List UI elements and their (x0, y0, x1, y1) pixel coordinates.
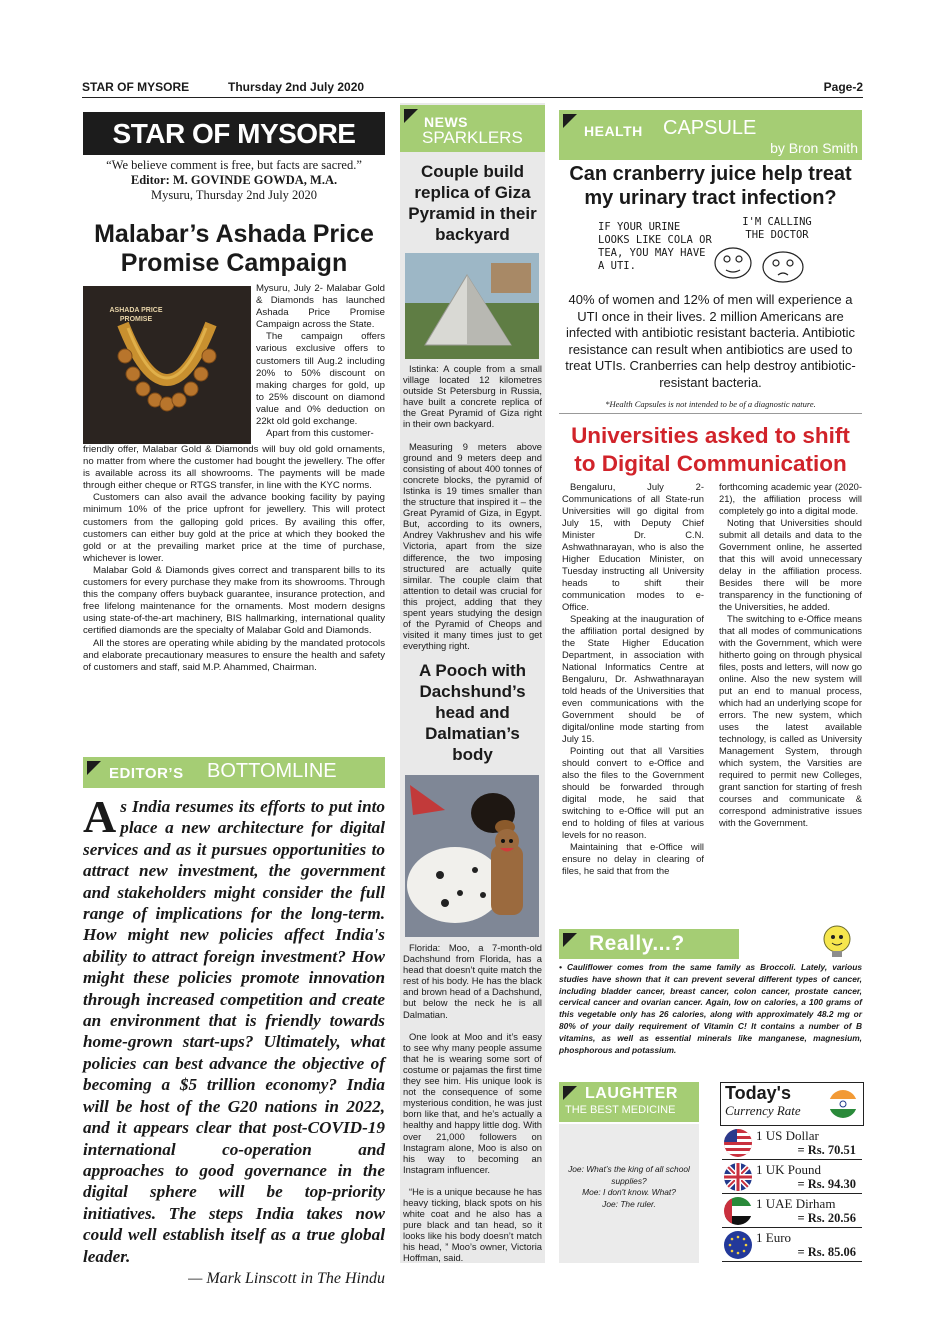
cartoon-speech-left: IF YOUR URINE LOOKS LIKE COLA OR TEA, YOU MAY HAVE A UTI. (598, 221, 712, 272)
uk-flag-icon (724, 1163, 752, 1191)
rate-value: = Rs. 20.56 (797, 1211, 856, 1225)
sparkler-story-pyramid (403, 161, 542, 651)
universities-paragraph: The switching to e-Office means that all modes of communications with the Government, which were hitherto going on through physical files, posts and letters, will now go online. Also the new system will put an end to manual process, which had an underlying scope for errors. The new system, which uses the latest available technology, is called as University Management System, through which system, the Varsities are required to permit new Colleges, grant sanction for starting of fresh courses and communicate & correspond administrative issues with the Government. (719, 613, 862, 828)
health-capsule-title: Can cranberry juice help treat my urinary tract infection? (569, 163, 852, 209)
really-label: Really...? (589, 932, 685, 955)
header-corner-mark (563, 114, 577, 128)
joke-line: Joe: What’s the king of all school supplies? (568, 1164, 690, 1186)
malabar-intro: Mysuru, July 2- Malabar Gold & Diamonds has launched Ashada Price Promise Campaign across the State. (256, 283, 385, 331)
pyramid-paragraph: Measuring 9 meters above ground and 9 meters deep and consisting of about 400 tonnes of concrete blocks, the pyramid of Istinka is 19 times smaller than the structure that inspired it – the Great Pyramid of Giza, in Egypt. But, according to its owners, Andrey Vakhrushev and his wife Victoria, apart from the size difference, the two imposing structured are actually quite similar. The couple claim that attention to detail was crucial for this project, adding that they spent years studying the design of the Pyramid of Cheops and visited it many times just to get everything right. (403, 440, 542, 652)
universities-paragraph: Speaking at the inauguration of the affiliation portal designed by the State Higher Education Department, in association with National Informatics Centre at Bengaluru, Dr. Ashwathnarayan told heads of the Universities that even communications with the Government should be of digital/online mode starting from July 15. (562, 613, 704, 744)
header-date: Thursday 2nd July 2020 (228, 80, 365, 94)
section-rule (559, 413, 862, 414)
cartoon-figures (598, 213, 838, 287)
eu-flag-icon (724, 1231, 752, 1259)
editor-line: Editor: M. GOVINDE GOWDA, M.A. (130, 173, 338, 187)
universities-column-1 (562, 481, 704, 877)
header-corner-mark (87, 761, 101, 775)
pooch-paragraph: One look at Moo and it’s easy to see why many people assume that he is wearing some sort of costume or pajamas the first time they see him. His unique look is not the consequence of some mysterious condition, he was just born like that, and he’s actually a healthy and happy little dog. With over 21,000 followers on Instagram alone, Moo is also on his way to becoming an Instagram influencer. (403, 1030, 542, 1175)
health-capsule-text: 40% of women and 12% of men will experience a UTI once in their lives. 2 million Americans are infected with antibiotic resistant bacteria. Antibiotic resistance can result when antibiotics are used to treat UTIs. Cranberries can help destroy antibiotic-resistant bacteria. (565, 292, 856, 390)
uae-flag-icon (724, 1197, 752, 1225)
laughter-header (559, 1082, 699, 1122)
universities-headline: Universities asked to shift to Digital Communication (571, 423, 850, 476)
jewellery-image (83, 286, 251, 444)
pyramid-graphic (405, 253, 539, 359)
editorial-body: s India resumes its efforts to put into place a new architecture for digital services and as it pursues opportunities to attract new investment, the government and stakeholders might consider the full range of implications for the long-term. How might new policies affect India's ability to attract foreign investment? How might these policies promote innovation through increased competition and create an environment that is friendly towards home-grown start-ups? Ultimately, what policies can best advance the objective of becoming a $5 trillion economy? India will be host of the G20 nations in 2022, and it appears clear that post-COVID-19 international co-operation and approaches to good governance in the digital sphere will be top-priority initiatives. The steps India takes now could well establish itself as a true global leader. (83, 797, 385, 1266)
malabar-headline: Malabar’s Ashada Price Promise Campaign (94, 220, 374, 277)
malabar-paragraph: Customers can also avail the advance booking facility by paying minimum 10% of the price upfront for jewellery. This will protect customers from the galloping gold prices. By availing this offer, customers can either buy gold at the price at which they booked the gold or at the prevailing market price at the time of purchase, whichever is lower. (83, 492, 385, 564)
pyramid-paragraph: Istinka: A couple from a small village located 12 kilometres outside St Petersburg in Russia, have built a concrete replica of the Great Pyramid of Giza right in their own backyard. (403, 363, 542, 430)
editorial-text (83, 791, 385, 1289)
health-label: HEALTH (584, 123, 643, 139)
health-disclaimer: *Health Capsules is not intended to be of a diagnostic nature. (605, 399, 816, 409)
universities-column-2 (719, 481, 862, 829)
rate-name: 1 UK Pound (756, 1162, 822, 1177)
rate-row-usd (722, 1127, 862, 1160)
malabar-paragraph: The campaign offers various exclusive offers to customers till Aug.2 including 20% to 50% discount on making charges for gold, up to 25% discount on diamond value and 0% deduction on 22kt old gold exchange. (256, 331, 385, 428)
pyramid-photo (405, 253, 539, 359)
header-corner-mark (563, 1086, 577, 1100)
header-corner-mark (563, 933, 577, 947)
laughter-label: LAUGHTER (585, 1085, 678, 1102)
rate-row-gbp (722, 1161, 862, 1194)
sparkler-story-pooch (403, 660, 542, 1264)
rate-value: = Rs. 70.51 (797, 1143, 856, 1157)
health-capsule-header (559, 110, 862, 160)
currency-panel (720, 1082, 864, 1126)
pyramid-title: Couple build replica of Giza Pyramid in their backyard (408, 162, 537, 244)
motto: “We believe comment is free, but facts are sacred.” (106, 158, 362, 172)
india-flag-icon (828, 1089, 858, 1119)
rate-name: 1 UAE Dirham (756, 1196, 836, 1211)
pooch-paragraph: “He is a unique because he has heavy ticking, black spots on his white coat and he also has a pure black and tan head, so it looks like his body doesn’t match his head, ” Moo’s owner, Victoria Hoffman, said. (403, 1185, 542, 1264)
currency-subtitle: Currency Rate (725, 1103, 801, 1118)
sparklers-label: SPARKLERS (422, 128, 523, 147)
dog-photo (405, 775, 539, 937)
really-text-block (559, 962, 862, 1056)
necklace-graphic (83, 286, 251, 444)
dog-graphic (405, 775, 539, 937)
us-flag-icon (724, 1129, 752, 1157)
joke-line: Joe: The ruler. (602, 1198, 656, 1209)
malabar-paragraph: friendly offer, Malabar Gold & Diamonds will buy old gold ornaments, no matter from where the customer had bought the jewellery. The offer is available across its all showrooms. The payments will be made through either cheque or RTGS transfer, in line with the KYC norms. (83, 444, 385, 492)
universities-paragraph: Pointing out that all Varsities should convert to e-Office and also the files to the Government should be forwarded through digital mode, he said that switching to e-Office will put an end to holding of files at various levels for no reason. (562, 745, 704, 840)
universities-paragraph: forthcoming academic year (2020-21), the affiliation process will completely go into a digital mode. (719, 481, 862, 516)
editorial-attribution: — Mark Linscott in The Hindu (188, 1269, 385, 1287)
really-fact (559, 962, 862, 1056)
currency-title: Today's (725, 1083, 791, 1103)
laughter-box (559, 1124, 699, 1263)
masthead-dateline: Mysuru, Thursday 2nd July 2020 (150, 188, 318, 202)
pooch-title: A Pooch with Dachshund’s head and Dalmatian’s body (418, 661, 527, 764)
drop-cap: A (83, 791, 117, 842)
header-page-number: Page-2 (823, 80, 863, 94)
news-label: NEWS (424, 114, 468, 130)
universities-paragraph: Maintaining that e-Office will ensure no delay in clearing of files, he said that from the (562, 841, 704, 876)
jewellery-image-caption: ASHADA PRICE PROMISE (109, 307, 163, 323)
capsule-label: CAPSULE (663, 117, 757, 139)
malabar-paragraph: Malabar Gold & Diamonds gives correct and transparent bills to its customers for every purchase they make from its showrooms. Through this the company offers buyback guarantee, insurance protection, and free lifelong maintenance for the ornaments. Most modern designs using state-of-the-art machinery, BIS hallmarking, international quality certified diamonds are the specialty of Malabar Gold and Diamonds. (83, 564, 385, 637)
rate-value: = Rs. 85.06 (797, 1245, 856, 1259)
joke-line: Moe: I don't know. What? (582, 1187, 676, 1197)
rate-name: 1 US Dollar (756, 1128, 819, 1143)
editors-label: EDITOR’S (109, 765, 184, 782)
pooch-paragraph: Florida: Moo, a 7-month-old Dachshund from Florida, has a head that doesn’t quite match the rest of his body. He has the black and brown head of a Dachshund, but below the neck he is all Dalmatian. (403, 942, 542, 1020)
page-header (82, 80, 863, 97)
rate-row-aed (722, 1195, 862, 1228)
news-sparklers-header (400, 105, 545, 152)
malabar-article (83, 283, 385, 674)
header-rule (82, 97, 863, 98)
really-header (559, 929, 739, 959)
joke (563, 1164, 695, 1210)
rate-name: 1 Euro (756, 1230, 792, 1245)
best-medicine-label: THE BEST MEDICINE (565, 1104, 676, 1116)
masthead-info (83, 158, 385, 203)
universities-paragraph: Noting that Universities should submit all details and data to the Government online, he asserted that this will avoid unnecessary delay in the affiliation process. Besides there will be more transparency in the functioning of the Universities, he added. (719, 517, 862, 612)
malabar-paragraph: Apart from this customer- (266, 428, 374, 440)
rate-row-eur (722, 1229, 862, 1262)
rate-value: = Rs. 94.30 (797, 1177, 856, 1191)
masthead-logo: STAR OF MYSORE (83, 112, 385, 155)
bullet-icon: • (559, 962, 567, 972)
editors-bottomline-header (83, 757, 385, 788)
health-byline: by Bron Smith (770, 140, 858, 156)
lightbulb-icon (818, 922, 856, 960)
universities-paragraph: Bengaluru, July 2- Communications of all State-run Universities will go digital from July 15, with Deputy Chief Minister Dr. C.N. Ashwathnarayan, who is also the Higher Education Minister, on Tuesday instructing all University heads to shift their communication modes to e-Office. (562, 481, 704, 612)
bottomline-label: BOTTOMLINE (207, 760, 337, 782)
cartoon-speech-right: I'M CALLING THE DOCTOR (742, 216, 812, 241)
header-paper-name: STAR OF MYSORE (82, 80, 190, 94)
header-corner-mark (404, 109, 418, 123)
really-fact-text: Cauliflower comes from the same family as Broccoli. Lately, various studies have shown that it can prevent several different types of cancer, including bladder cancer, breast cancer, colon cancer, prostate cancer, cervical cancer and ovarian cancer. Again, low on calories, a 100 grams of this vegetable only has 26 calories, along with approximately 48.2 mg or 80% of your daily requirement of Vitamin C! It contains a number of B vitamins, as well as essential minerals like manganese, magnesium, phosphorous and potassium. (559, 962, 863, 1055)
uti-cartoon (598, 213, 838, 287)
malabar-paragraph: All the stores are operating while abiding by the mandated protocols and elaborate precautionary measures to ensure the health and safety of customers and staff, said M.P. Ahammed, Chairman. (83, 637, 385, 673)
